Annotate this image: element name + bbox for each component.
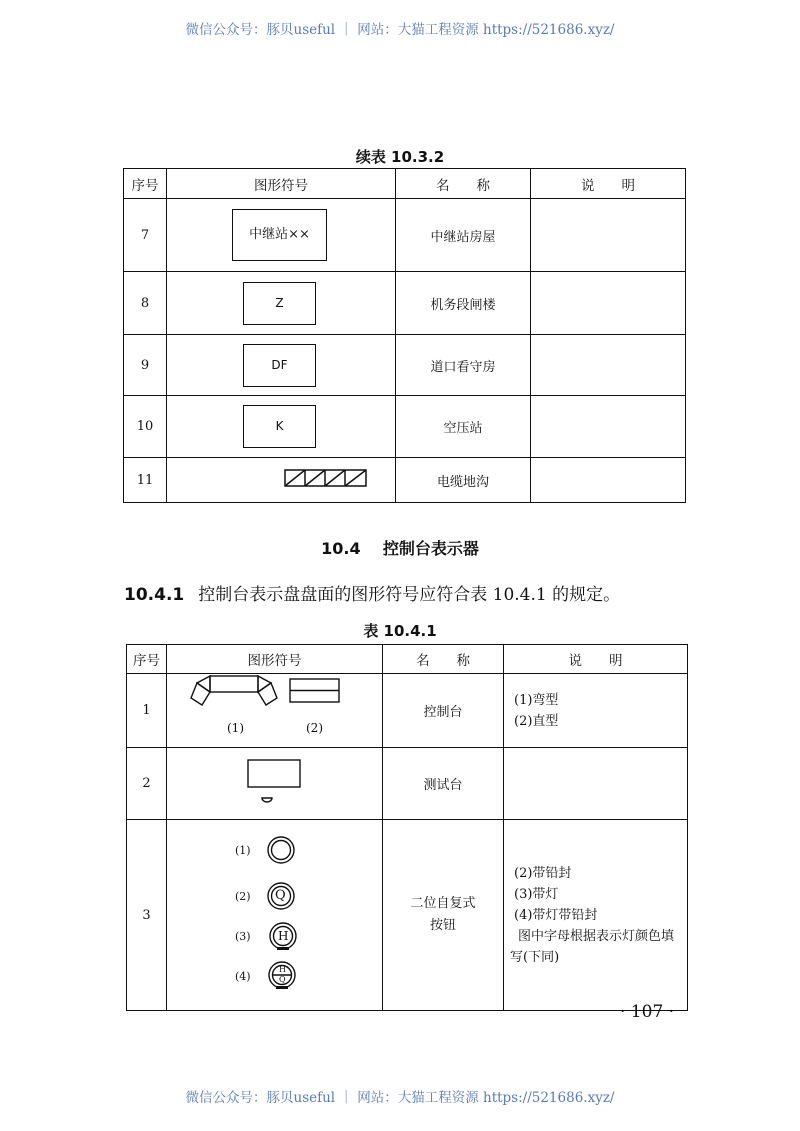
row-desc (531, 335, 686, 396)
button-letter: Q (275, 888, 286, 903)
table1-caption: 续表 10.3.2 (355, 148, 445, 166)
table-10-4-1 (126, 644, 688, 1011)
symbol-cell (167, 335, 396, 396)
row-name: 控制台 (383, 674, 504, 748)
row-no: 1 (127, 674, 167, 748)
row-desc (504, 674, 688, 748)
header-no: 序号 (124, 169, 167, 199)
header-name: 名 称 (396, 169, 531, 199)
table-row (124, 335, 686, 396)
desc-line: (2)直型 (514, 713, 559, 729)
table-row (127, 820, 688, 1011)
section-title: 控制台表示器 (382, 539, 479, 558)
header-symbol: 图形符号 (167, 169, 396, 199)
symbol-label: (1) (235, 844, 251, 857)
button-letter: H (278, 929, 289, 943)
table-row (124, 396, 686, 458)
box-symbol: DF (243, 344, 316, 387)
relay-station-symbol: 中继站×× (232, 209, 327, 261)
row-no: 10 (124, 396, 167, 458)
header-desc: 说 明 (531, 169, 686, 199)
box-symbol: K (243, 405, 316, 448)
table-row (124, 199, 686, 272)
row-desc (531, 272, 686, 335)
cable-trench-symbol (167, 468, 396, 488)
desc-line: 图中字母根据表示灯颜色填写(下同) (510, 928, 675, 965)
table-row (124, 458, 686, 503)
clause-number: 10.4.1 (124, 585, 185, 605)
header-symbol: 图形符号 (167, 645, 383, 674)
table-row (124, 272, 686, 335)
symbol-label: (1) (227, 721, 244, 735)
symbol-cell (167, 748, 383, 820)
desc-line: (3)带灯 (514, 886, 559, 902)
clause-text: 控制台表示盘盘面的图形符号应符合表 10.4.1 的规定。 (198, 585, 621, 605)
row-desc (504, 820, 688, 1011)
page-number: · 107 · (620, 1002, 675, 1022)
name-line: 按钮 (429, 918, 456, 933)
symbol-cell (167, 272, 396, 335)
symbol-cell (167, 199, 396, 272)
row-no: 7 (124, 199, 167, 272)
box-symbol: Z (243, 282, 316, 325)
button-letter: Q (279, 975, 286, 984)
control-console-symbols (167, 674, 383, 743)
header-no: 序号 (127, 645, 167, 674)
desc-line: (4)带灯带铅封 (514, 907, 598, 923)
button-letter: H (279, 965, 286, 974)
watermark-bottom: 微信公众号：豚贝useful ｜ 网站：大猫工程资源 https://521686.xyz/ (185, 1090, 615, 1106)
row-no: 9 (124, 335, 167, 396)
table2-caption: 表 10.4.1 (363, 622, 437, 640)
row-no: 2 (127, 748, 167, 820)
table-10-3-2 (123, 168, 686, 503)
symbol-label: (4) (235, 970, 251, 983)
row-no: 8 (124, 272, 167, 335)
name-line: 二位自复式 (410, 896, 476, 911)
row-name: 测试台 (383, 748, 504, 820)
symbol-label: (2) (306, 721, 323, 735)
watermark-top: 微信公众号：豚贝useful ｜ 网站：大猫工程资源 https://521686.xyz/ (185, 22, 615, 38)
header-desc: 说 明 (504, 645, 688, 674)
table-header (124, 169, 686, 199)
row-name: 机务段闸楼 (396, 272, 531, 335)
symbol-cell (167, 396, 396, 458)
table-header (127, 645, 688, 674)
row-no: 3 (127, 820, 167, 1011)
symbol-label: (3) (235, 930, 251, 943)
symbol-label: (2) (235, 890, 251, 903)
row-name: 电缆地沟 (396, 458, 531, 503)
test-bench-symbol (167, 748, 383, 815)
table-row (127, 748, 688, 820)
row-desc (531, 396, 686, 458)
row-desc (504, 748, 688, 820)
row-name: 空压站 (396, 396, 531, 458)
desc-line: (1)弯型 (514, 692, 559, 708)
symbol-cell (167, 820, 383, 1011)
row-no: 11 (124, 458, 167, 503)
header-name: 名 称 (383, 645, 504, 674)
symbol-cell (167, 458, 396, 503)
row-name: 中继站房屋 (396, 199, 531, 272)
row-desc (531, 199, 686, 272)
table-row (127, 674, 688, 748)
section-number: 10.4 (321, 539, 361, 558)
row-name (383, 820, 504, 1011)
row-name: 道口看守房 (396, 335, 531, 396)
section-heading (0, 536, 800, 559)
desc-line: (2)带铅封 (514, 865, 572, 881)
clause-paragraph (124, 580, 620, 605)
row-desc (531, 458, 686, 503)
symbol-cell (167, 674, 383, 748)
push-button-symbols (167, 820, 383, 1006)
